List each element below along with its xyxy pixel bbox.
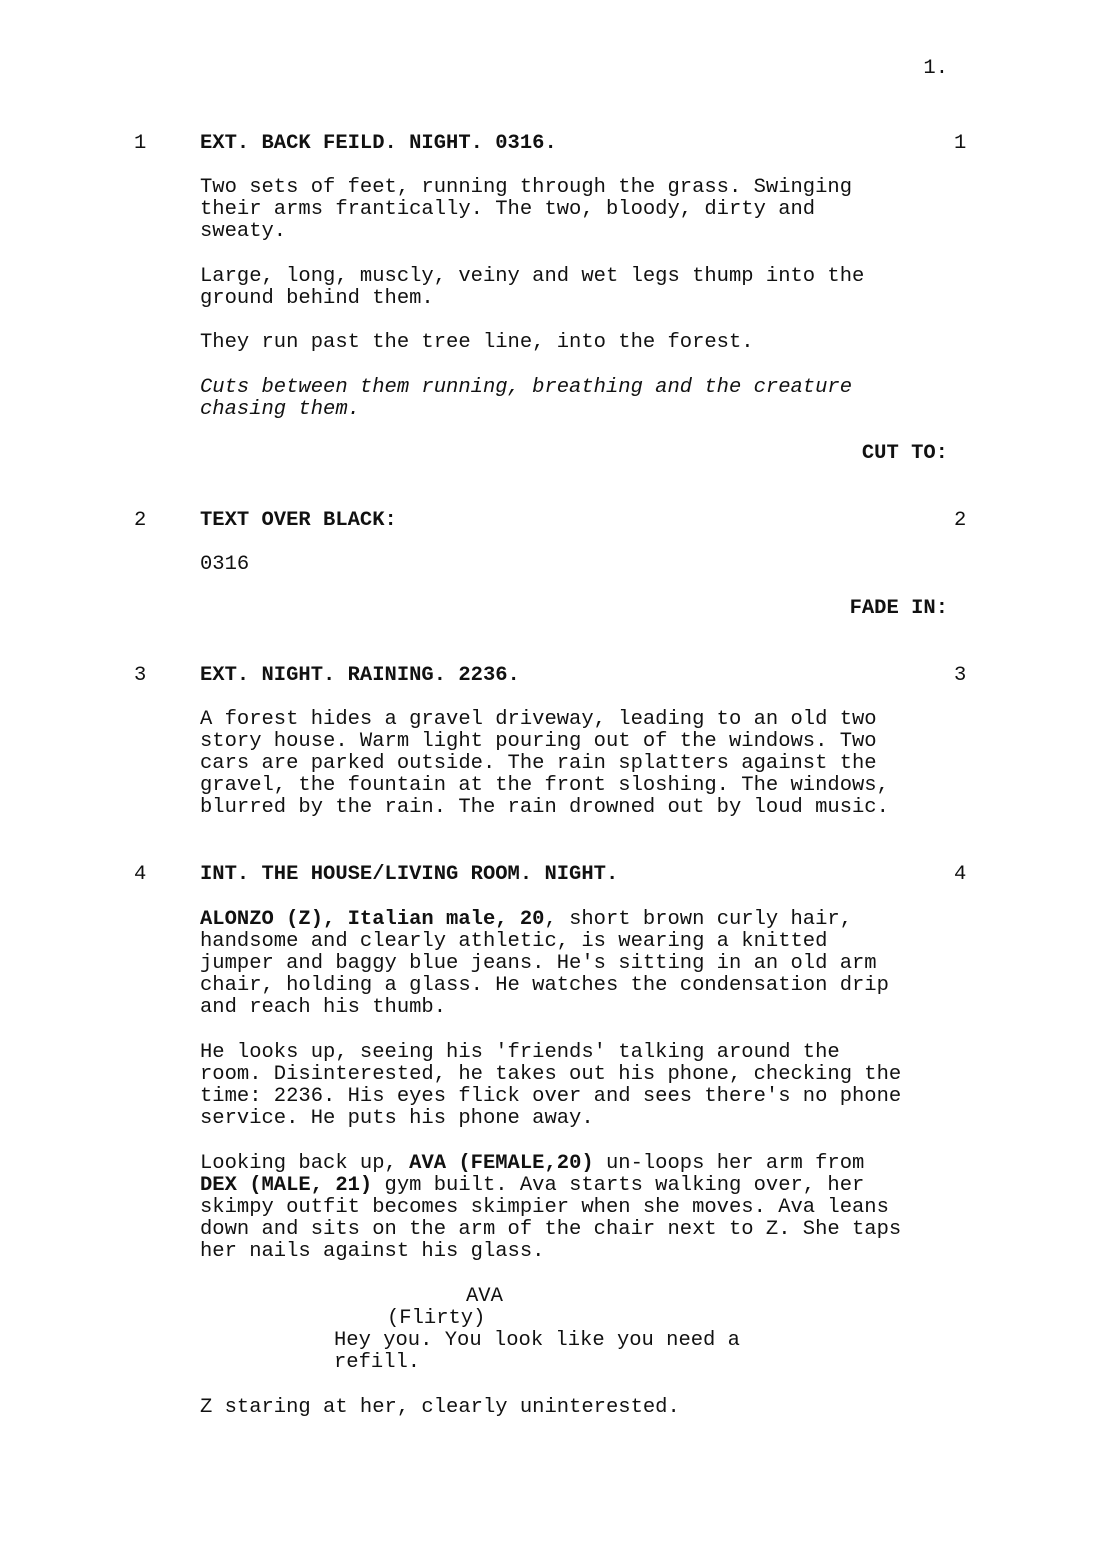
character-intro: AVA (FEMALE,20) xyxy=(409,1152,594,1175)
action-paragraph: Two sets of feet, running through the grass. Swinging their arms frantically. The two, bloody, dirty and sweaty. xyxy=(200,176,853,243)
action-text: Looking back up, xyxy=(200,1152,410,1175)
transition: CUT TO: xyxy=(861,442,948,465)
action-paragraph-italic: Cuts between them running, breathing and the creature chasing them. xyxy=(200,376,853,421)
scene-number-right: 2 xyxy=(954,509,967,532)
page-number: 1. xyxy=(923,57,948,80)
action-paragraph xyxy=(200,1153,980,1263)
scene-number-left: 1 xyxy=(134,132,147,155)
action-text: gym built. Ava starts walking over, her skimpy outfit becomes skimpier when she moves. Ava leans down and sits on the arm of the chair next to Z. She taps her nails against his glass. xyxy=(200,1174,902,1263)
scene-heading: TEXT OVER BLACK: xyxy=(200,509,397,532)
scene-number-right: 1 xyxy=(954,132,967,155)
action-paragraph: 0316 xyxy=(200,553,250,576)
dialogue-line: Hey you. You look like you need a refill. xyxy=(334,1329,740,1374)
dialogue-parenthetical: (Flirty) xyxy=(387,1307,486,1330)
scene-heading: EXT. NIGHT. RAINING. 2236. xyxy=(200,664,520,687)
action-paragraph: A forest hides a gravel driveway, leading to an old two story house. Warm light pouring out of the windows. Two cars are parked outside. The rain splatters against the gravel, the fountain at the front sloshing. The windows, blurred by the rain. The rain drowned out by loud music. xyxy=(200,708,889,819)
transition: FADE IN: xyxy=(849,597,948,620)
action-paragraph: Large, long, muscly, veiny and wet legs thump into the ground behind them. xyxy=(200,265,865,310)
character-intro: ALONZO (Z), Italian male, 20 xyxy=(200,908,545,931)
scene-heading: EXT. BACK FEILD. NIGHT. 0316. xyxy=(200,132,557,155)
scene-number-left: 4 xyxy=(134,863,147,886)
scene-number-right: 3 xyxy=(954,664,967,687)
action-text: un-loops her arm from xyxy=(605,1152,865,1175)
dialogue-character: AVA xyxy=(466,1285,503,1308)
action-text: , short brown curly hair, handsome and clearly athletic, is wearing a knitted jumper and baggy blue jeans. He's sitting in an old arm chair, holding a glass. He watches the condensation drip and reach his thumb. xyxy=(200,908,889,1019)
scene-heading: INT. THE HOUSE/LIVING ROOM. NIGHT. xyxy=(200,863,619,886)
scene-number-left: 3 xyxy=(134,664,147,687)
scene-number-left: 2 xyxy=(134,509,147,532)
action-paragraph xyxy=(200,909,980,1019)
scene-number-right: 4 xyxy=(954,863,967,886)
action-paragraph: Z staring at her, clearly uninterested. xyxy=(200,1396,680,1419)
action-paragraph: He looks up, seeing his 'friends' talking around the room. Disinterested, he takes out his phone, checking the time: 2236. His eyes flick over and sees there's no phone service. He puts his phone away. xyxy=(200,1041,902,1130)
action-paragraph: They run past the tree line, into the forest. xyxy=(200,331,754,354)
character-intro: DEX (MALE, 21) xyxy=(200,1174,373,1197)
